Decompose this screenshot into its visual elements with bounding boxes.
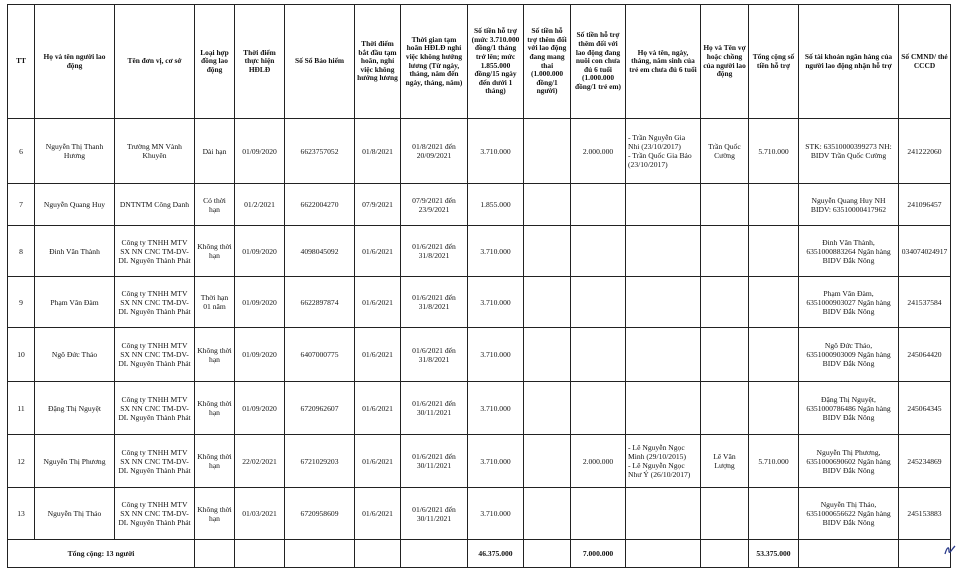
cell-pregnant (524, 382, 571, 435)
totals-label: Tổng cộng: 13 người (8, 540, 195, 568)
cell-children (626, 382, 701, 435)
cell-child (571, 226, 626, 277)
totals-child: 7.000.000 (571, 540, 626, 568)
cell-name: Ngô Đức Thảo (35, 328, 115, 382)
table-row (8, 226, 951, 277)
cell-unit: Công ty TNHH MTV SX NN CNC TM-DV-DL Nguyên Thành Phát (115, 226, 195, 277)
cell-period: 01/8/2021 đến 20/09/2021 (401, 119, 468, 184)
cell-contract: Không thời hạn (195, 328, 235, 382)
cell-unit: DNTNTM Công Danh (115, 184, 195, 226)
cell-name: Nguyễn Thị Phương (35, 435, 115, 488)
cell-support: 3.710.000 (468, 435, 524, 488)
cell-total (749, 226, 799, 277)
cell-support: 3.710.000 (468, 488, 524, 540)
cell-total (749, 382, 799, 435)
header-children: Họ và tên, ngày, tháng, năm sinh của trẻ em chưa đủ 6 tuổi (626, 5, 701, 119)
cell-period: 01/6/2021 đến 31/8/2021 (401, 226, 468, 277)
cell-account: Đinh Văn Thành, 6351000883264 Ngân hàng BIDV Đắk Nông (799, 226, 899, 277)
cell-period: 01/6/2021 đến 31/8/2021 (401, 277, 468, 328)
cell-period: 01/6/2021 đến 30/11/2021 (401, 435, 468, 488)
cell-total (749, 277, 799, 328)
cell-contract: Có thời hạn (195, 184, 235, 226)
cell-idcard: 245064420 (899, 328, 951, 382)
cell-support: 3.710.000 (468, 226, 524, 277)
cell-support: 3.710.000 (468, 119, 524, 184)
cell-idcard: 241096457 (899, 184, 951, 226)
table-row (8, 382, 951, 435)
cell-total: 5.710.000 (749, 435, 799, 488)
cell-suspend-start: 01/6/2021 (355, 488, 401, 540)
cell-spouse (701, 184, 749, 226)
cell-unit: Công ty TNHH MTV SX NN CNC TM-DV-DL Nguyên Thành Phát (115, 435, 195, 488)
cell-support: 3.710.000 (468, 382, 524, 435)
child-entry: - Lê Nguyễn Ngọc Như Ý (26/10/2017) (628, 461, 691, 479)
header-time-start: Thời điểm thực hiện HĐLĐ (235, 5, 285, 119)
cell-name: Nguyễn Thị Thanh Hương (35, 119, 115, 184)
cell-tt: 8 (8, 226, 35, 277)
cell-tt: 11 (8, 382, 35, 435)
cell-contract: Không thời hạn (195, 226, 235, 277)
cell-child (571, 382, 626, 435)
header-idcard: Số CMND/ thẻ CCCD (899, 5, 951, 119)
cell-spouse (701, 226, 749, 277)
cell-name: Nguyễn Quang Huy (35, 184, 115, 226)
child-entry: - Lê Nguyễn Ngọc Minh (29/10/2015) (628, 443, 687, 461)
header-name: Họ và tên người lao động (35, 5, 115, 119)
cell-period: 07/9/2021 đến 23/9/2021 (401, 184, 468, 226)
cell-idcard: 241537584 (899, 277, 951, 328)
cell-unit: Trường MN Vành Khuyên (115, 119, 195, 184)
header-suspend-start: Thời điểm bắt đầu tạm hoãn, nghỉ việc không hưởng lương (355, 5, 401, 119)
cell-period: 01/6/2021 đến 30/11/2021 (401, 382, 468, 435)
cell-children (626, 435, 701, 488)
cell-start: 01/09/2020 (235, 119, 285, 184)
table-row (8, 277, 951, 328)
cell-contract: Dài hạn (195, 119, 235, 184)
cell-child (571, 328, 626, 382)
cell-total (749, 184, 799, 226)
support-table (7, 4, 951, 568)
cell-suspend-start: 01/6/2021 (355, 328, 401, 382)
cell-start: 01/09/2020 (235, 328, 285, 382)
cell-child: 2.000.000 (571, 119, 626, 184)
cell-pregnant (524, 277, 571, 328)
cell-pregnant (524, 435, 571, 488)
cell-child: 2.000.000 (571, 435, 626, 488)
header-suspend-period: Thời gian tạm hoãn HĐLĐ nghỉ việc không hưởng lương (Từ ngày, tháng, năm đến ngày, tháng, năm) (401, 5, 468, 119)
cell-account: Nguyễn Quang Huy NH BIDV: 63510000417962 (799, 184, 899, 226)
cell-child (571, 277, 626, 328)
header-contract: Loại hợp đồng lao động (195, 5, 235, 119)
cell-children (626, 328, 701, 382)
cell-child (571, 488, 626, 540)
cell-insurance: 6622897874 (285, 277, 355, 328)
totals-row (8, 540, 951, 568)
cell-insurance: 6720958609 (285, 488, 355, 540)
header-account: Số tài khoản ngân hàng của người lao động nhận hỗ trợ (799, 5, 899, 119)
cell-tt: 10 (8, 328, 35, 382)
cell-spouse: Lê Văn Lượng (701, 435, 749, 488)
cell-support: 3.710.000 (468, 277, 524, 328)
header-child: Số tiền hỗ trợ thêm đối với lao động đang nuôi con chưa đủ 6 tuổi (1.000.000 đồng/1 trẻ em) (571, 5, 626, 119)
cell-tt: 12 (8, 435, 35, 488)
cell-idcard: 245064345 (899, 382, 951, 435)
cell-total (749, 488, 799, 540)
table-row (8, 435, 951, 488)
cell-pregnant (524, 119, 571, 184)
cell-pregnant (524, 488, 571, 540)
cell-idcard: 245153883 (899, 488, 951, 540)
cell-insurance: 6407000775 (285, 328, 355, 382)
cell-tt: 9 (8, 277, 35, 328)
cell-idcard: 034074024917 (899, 226, 951, 277)
cell-spouse (701, 328, 749, 382)
cell-support: 1.855.000 (468, 184, 524, 226)
totals-grand: 53.375.000 (749, 540, 799, 568)
cell-spouse (701, 382, 749, 435)
cell-children (626, 488, 701, 540)
cell-children (626, 277, 701, 328)
cell-suspend-start: 01/8/2021 (355, 119, 401, 184)
cell-unit: Công ty TNHH MTV SX NN CNC TM-DV-DL Nguyên Thành Phát (115, 488, 195, 540)
cell-suspend-start: 01/6/2021 (355, 226, 401, 277)
cell-name: Phạm Văn Đàm (35, 277, 115, 328)
cell-unit: Công ty TNHH MTV SX NN CNC TM-DV-DL Nguyên Thành Phát (115, 382, 195, 435)
cell-spouse (701, 277, 749, 328)
header-support: Số tiền hỗ trợ (mức 3.710.000 đồng/1 tháng trở lên; mức 1.855.000 đồng/15 ngày đến dưới 1 tháng) (468, 5, 524, 119)
child-entry: - Trần Quốc Gia Bảo (23/10/2017) (628, 151, 692, 169)
signature-mark-icon (943, 543, 957, 557)
cell-name: Đinh Văn Thành (35, 226, 115, 277)
cell-pregnant (524, 328, 571, 382)
cell-support: 3.710.000 (468, 328, 524, 382)
totals-support: 46.375.000 (468, 540, 524, 568)
cell-start: 01/09/2020 (235, 382, 285, 435)
header-row (8, 5, 951, 119)
header-spouse: Họ và Tên vợ hoặc chồng của người lao động (701, 5, 749, 119)
header-tt: TT (8, 5, 35, 119)
cell-suspend-start: 01/6/2021 (355, 435, 401, 488)
cell-spouse: Trần Quốc Cường (701, 119, 749, 184)
cell-pregnant (524, 184, 571, 226)
cell-unit: Công ty TNHH MTV SX NN CNC TM-DV-DL Nguyên Thành Phát (115, 328, 195, 382)
cell-child (571, 184, 626, 226)
cell-start: 01/09/2020 (235, 277, 285, 328)
header-pregnant: Số tiền hỗ trợ thêm đối với lao động đang mang thai (1.000.000 đồng/1 người) (524, 5, 571, 119)
table-row (8, 119, 951, 184)
cell-children (626, 119, 701, 184)
cell-insurance: 6623757052 (285, 119, 355, 184)
cell-total (749, 328, 799, 382)
header-unit: Tên đơn vị, cơ sở (115, 5, 195, 119)
cell-tt: 7 (8, 184, 35, 226)
cell-insurance: 6622004270 (285, 184, 355, 226)
cell-start: 01/2/2021 (235, 184, 285, 226)
cell-total: 5.710.000 (749, 119, 799, 184)
cell-name: Nguyễn Thị Thảo (35, 488, 115, 540)
cell-period: 01/6/2021 đến 30/11/2021 (401, 488, 468, 540)
cell-tt: 6 (8, 119, 35, 184)
cell-spouse (701, 488, 749, 540)
cell-name: Đặng Thị Nguyệt (35, 382, 115, 435)
cell-start: 22/02/2021 (235, 435, 285, 488)
cell-account: Phạm Văn Đàm, 6351000903027 Ngân hàng BIDV Đắk Nông (799, 277, 899, 328)
cell-idcard: 241222060 (899, 119, 951, 184)
cell-account: STK: 63510000399273 NH: BIDV Trần Quốc Cường (799, 119, 899, 184)
cell-unit: Công ty TNHH MTV SX NN CNC TM-DV-DL Nguyên Thành Phát (115, 277, 195, 328)
cell-insurance: 6721029203 (285, 435, 355, 488)
cell-contract: Thời hạn 01 năm (195, 277, 235, 328)
cell-start: 01/09/2020 (235, 226, 285, 277)
cell-account: Ngô Đức Thảo, 6351000903009 Ngân hàng BIDV Đắk Nông (799, 328, 899, 382)
cell-contract: Không thời hạn (195, 488, 235, 540)
cell-start: 01/03/2021 (235, 488, 285, 540)
cell-suspend-start: 07/9/2021 (355, 184, 401, 226)
cell-pregnant (524, 226, 571, 277)
header-total: Tổng cộng số tiền hỗ trợ (749, 5, 799, 119)
cell-account: Đặng Thị Nguyệt, 6351000786486 Ngân hàng BIDV Đắk Nông (799, 382, 899, 435)
cell-insurance: 4098045092 (285, 226, 355, 277)
cell-period: 01/6/2021 đến 31/8/2021 (401, 328, 468, 382)
cell-account: Nguyễn Thị Phương, 6351000690602 Ngân hàng BIDV Đắk Nông (799, 435, 899, 488)
cell-children (626, 226, 701, 277)
cell-account: Nguyễn Thị Thảo, 6351000656622 Ngân hàng BIDV Đắk Nông (799, 488, 899, 540)
cell-children (626, 184, 701, 226)
cell-insurance: 6720962607 (285, 382, 355, 435)
table-row (8, 328, 951, 382)
cell-idcard: 245234869 (899, 435, 951, 488)
table-row (8, 488, 951, 540)
cell-suspend-start: 01/6/2021 (355, 382, 401, 435)
child-entry: - Trần Nguyễn Gia Nhi (23/10/2017) (628, 133, 686, 151)
cell-contract: Không thời hạn (195, 435, 235, 488)
cell-tt: 13 (8, 488, 35, 540)
cell-suspend-start: 01/6/2021 (355, 277, 401, 328)
table-row (8, 184, 951, 226)
header-insurance: Số Sổ Bảo hiểm (285, 5, 355, 119)
cell-contract: Không thời hạn (195, 382, 235, 435)
